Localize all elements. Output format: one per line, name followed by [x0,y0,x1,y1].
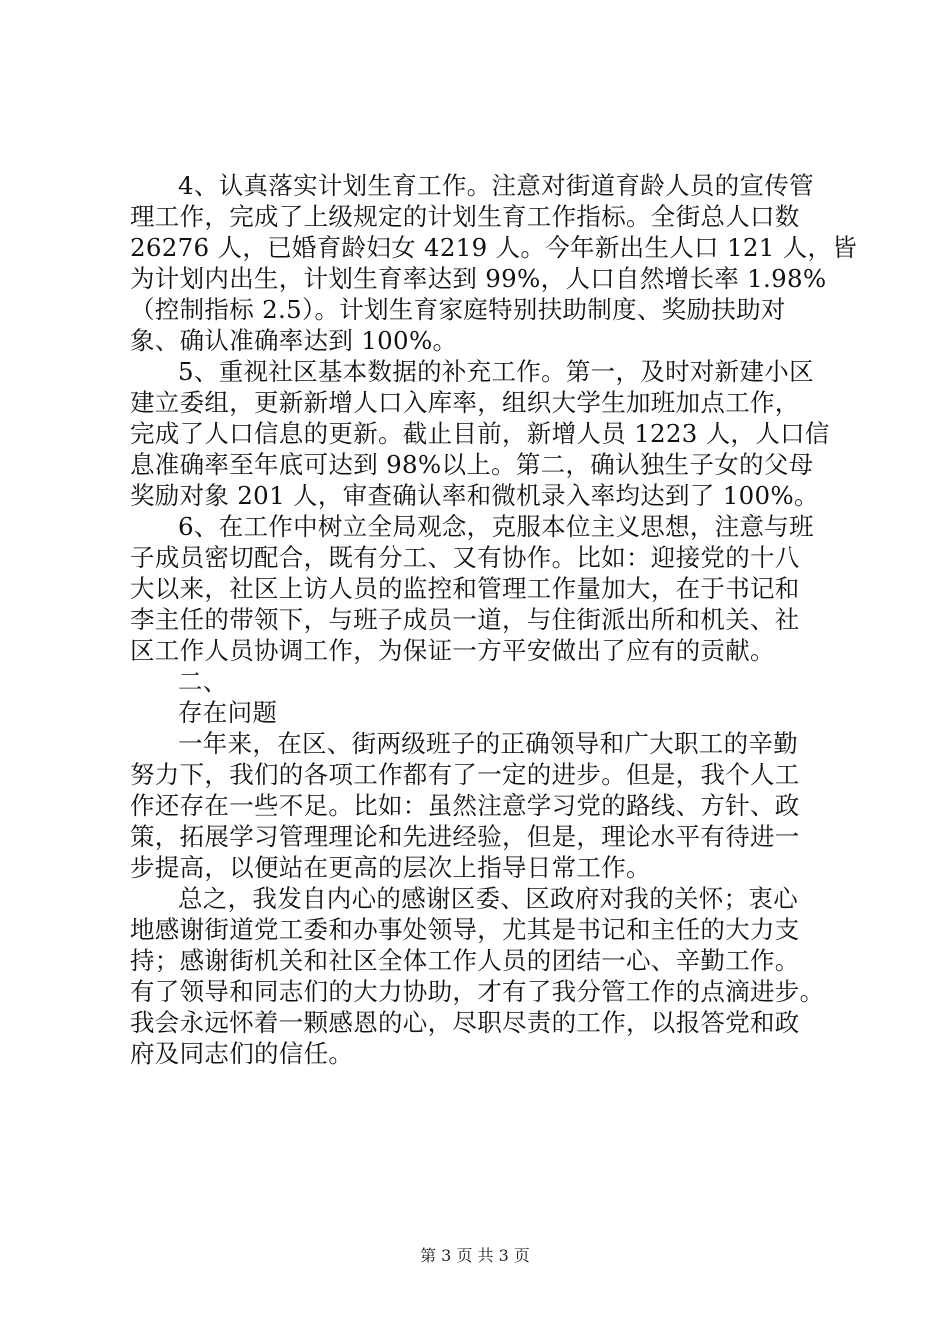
text-line: 6、在工作中树立全局观念，克服本位主义思想，注意与班 [178,512,814,541]
text-line: 大以来，社区上访人员的监控和管理工作量加大，在于书记和 [130,574,800,603]
page-footer: 第 3 页 共 3 页 [420,1246,530,1265]
text-line: 步提高，以便站在更高的层次上指导日常工作。 [130,853,651,882]
text-line: 二、 [178,667,228,696]
text-line: 奖励对象 201 人，审查确认率和微机录入率均达到了 100%。 [130,481,819,510]
text-line: 子成员密切配合，既有分工、又有协作。比如：迎接党的十八 [130,543,800,572]
text-line: 我会永远怀着一颗感恩的心，尽职尽责的工作，以报答党和政 [130,1008,800,1037]
text-line: 建立委组，更新新增人口入库率，组织大学生加班加点工作， [130,388,800,417]
text-line: 为计划内出生，计划生育率达到 99%，人口自然增长率 1.98% [130,264,827,293]
text-line: 区工作人员协调工作，为保证一方平安做出了应有的贡献。 [130,636,775,665]
text-line: （控制指标 2.5）。计划生育家庭特别扶助制度、奖励扶助对 [130,295,786,324]
text-line: 理工作，完成了上级规定的计划生育工作指标。全街总人口数 [130,202,800,231]
text-line: 一年来，在区、街两级班子的正确领导和广大职工的辛勤 [178,729,798,758]
text-line: 府及同志们的信任。 [130,1039,354,1068]
text-line: 策，拓展学习管理理论和先进经验，但是，理论水平有待进一 [130,822,800,851]
text-line: 完成了人口信息的更新。截止目前，新增人员 1223 人，人口信 [130,419,830,448]
text-line: 4、认真落实计划生育工作。注意对街道育龄人员的宣传管 [178,171,814,200]
text-line: 总之，我发自内心的感谢区委、区政府对我的关怀；衷心 [178,884,798,913]
text-line: 26276 人，已婚育龄妇女 4219 人。今年新出生人口 121 人，皆 [130,233,858,262]
text-line: 努力下，我们的各项工作都有了一定的进步。但是，我个人工 [130,760,800,789]
text-line: 地感谢街道党工委和办事处领导，尤其是书记和主任的大力支 [130,915,800,944]
document-body [130,170,858,1069]
text-line: 息准确率至年底可达到 98%以上。第二，确认独生子女的父母 [130,450,814,479]
text-line: 李主任的带领下，与班子成员一道，与住街派出所和机关、社 [130,605,800,634]
text-line: 存在问题 [178,698,278,727]
text-line: 有了领导和同志们的大力协助，才有了我分管工作的点滴进步。 [130,977,825,1006]
text-line: 持；感谢街机关和社区全体工作人员的团结一心、辛勤工作。 [130,946,800,975]
text-line: 5、重视社区基本数据的补充工作。第一，及时对新建小区 [178,357,814,386]
text-line: 作还存在一些不足。比如：虽然注意学习党的路线、方针、政 [130,791,800,820]
text-line: 象、确认准确率达到 100%。 [130,326,458,355]
